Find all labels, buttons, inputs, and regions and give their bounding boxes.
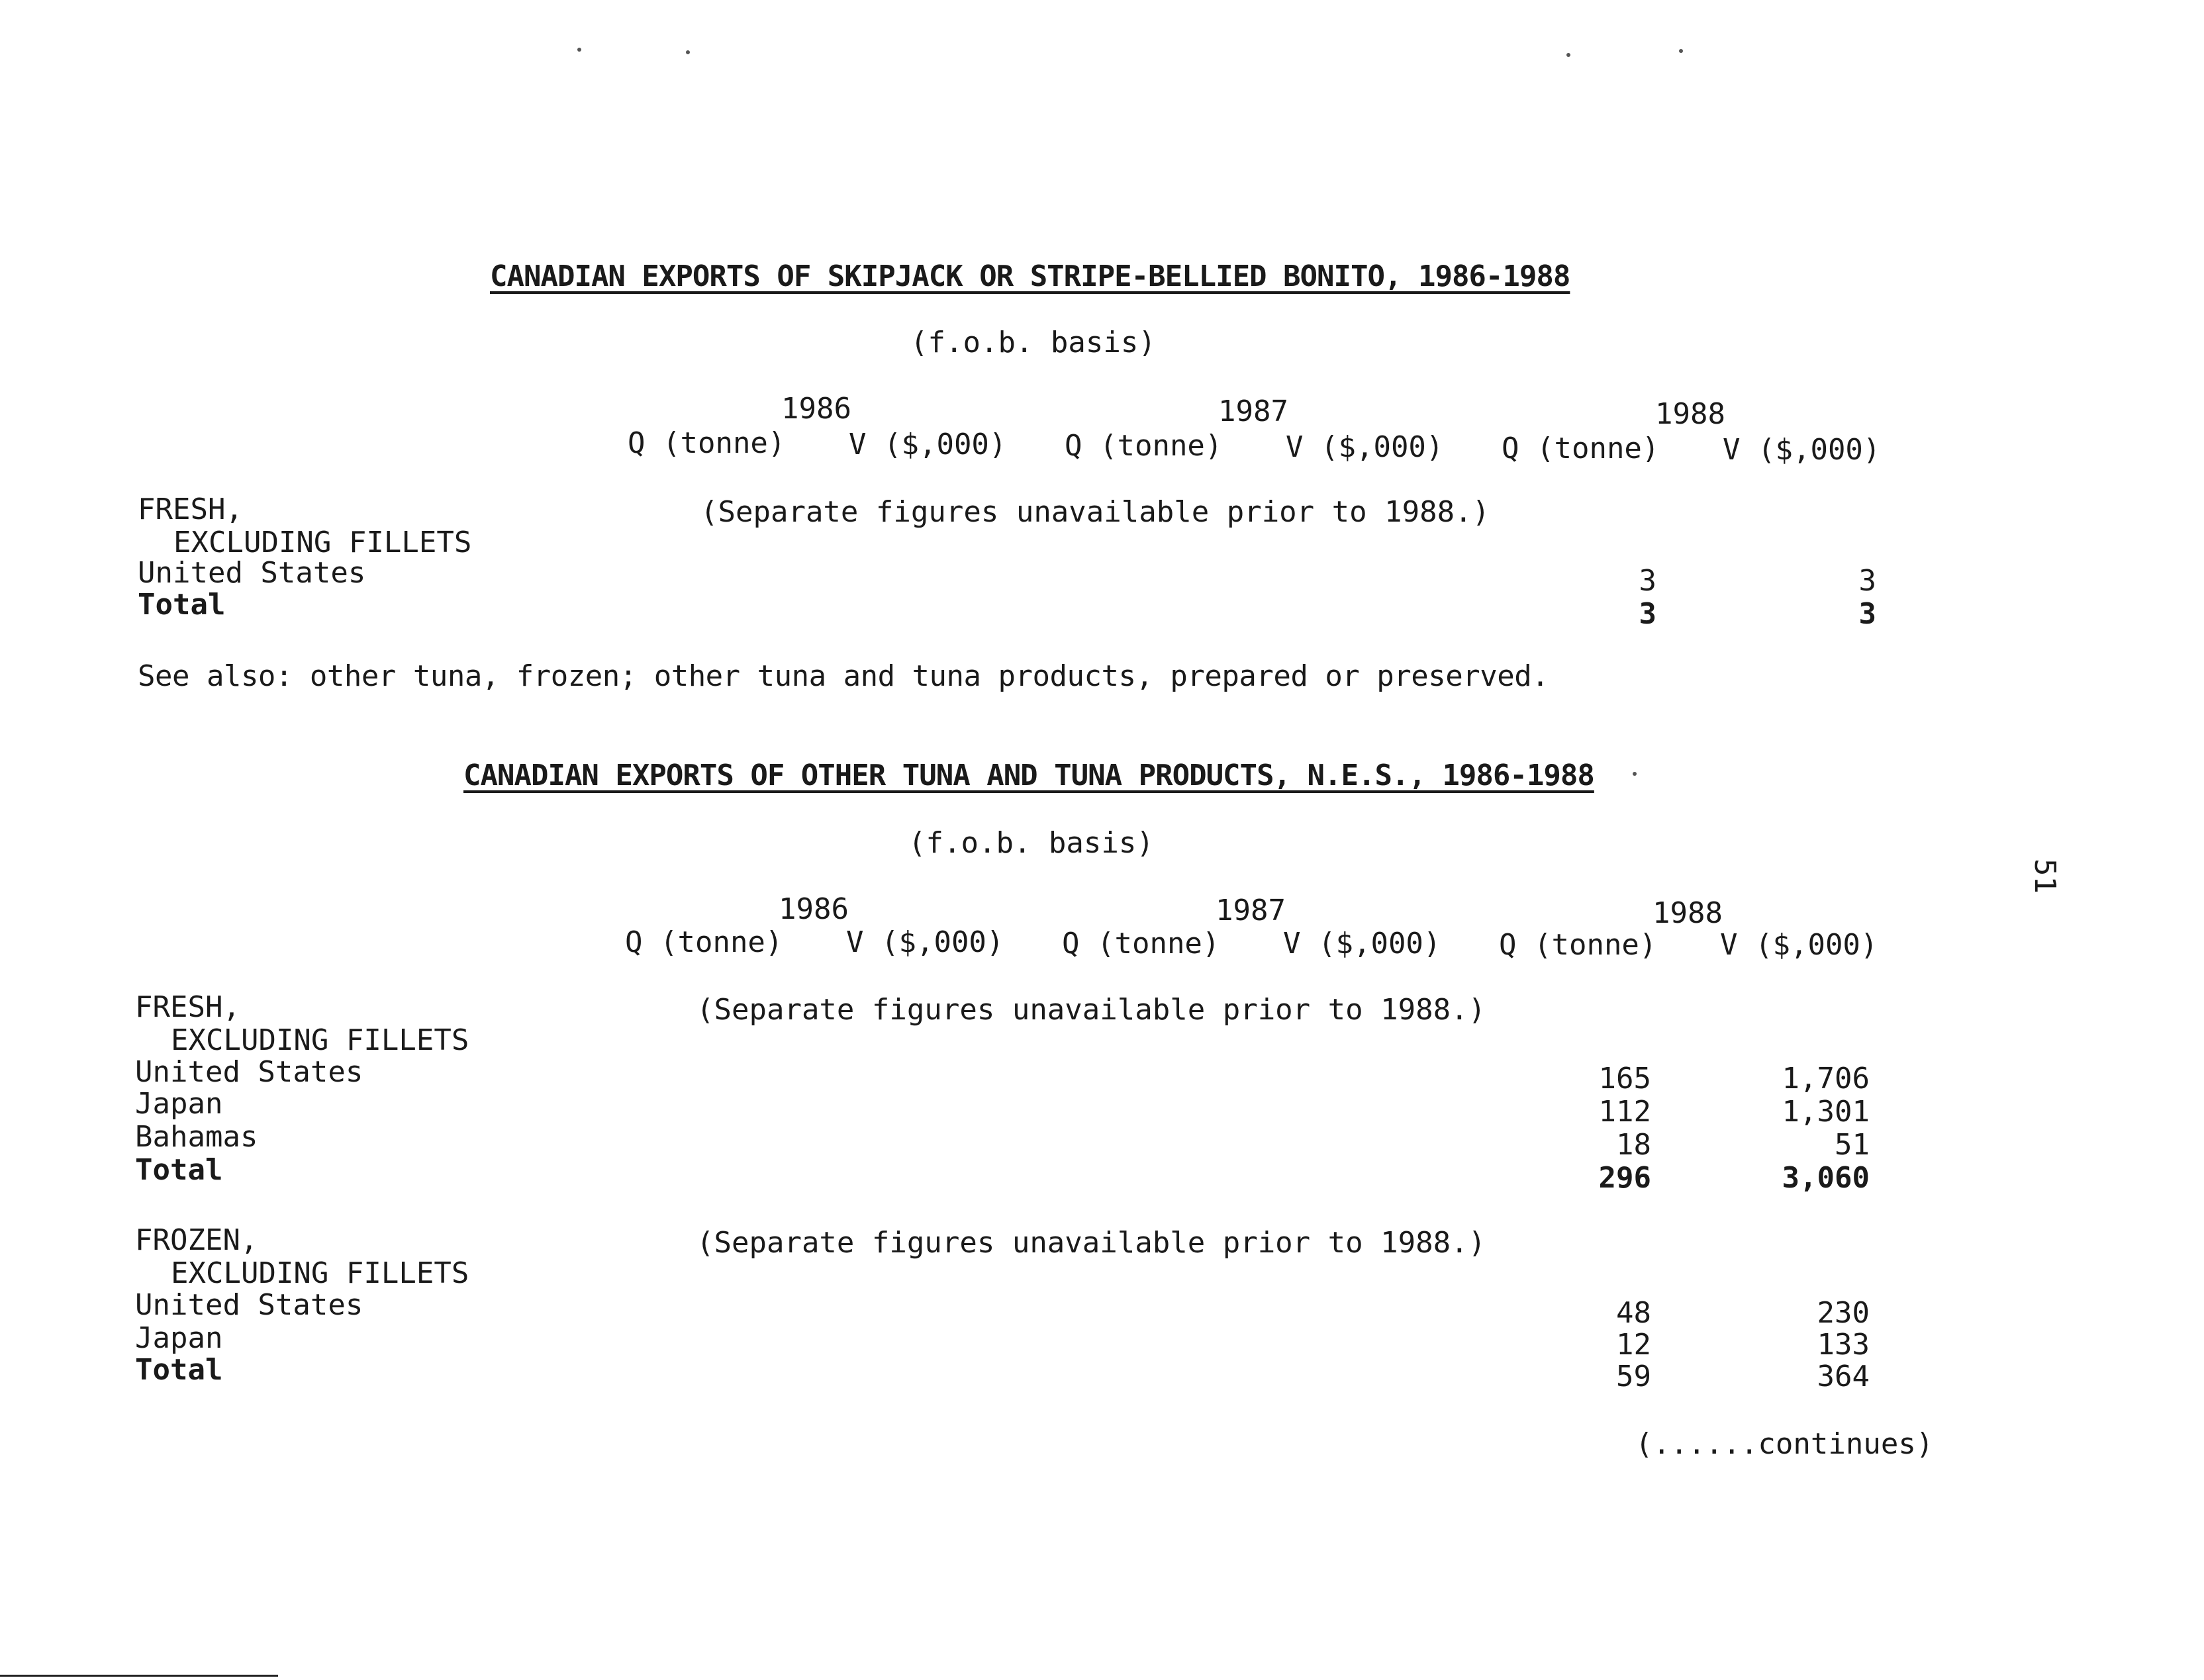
footer-rule: [0, 1675, 278, 1677]
section1-col-q-1986: Q (tonne): [628, 426, 786, 460]
section1-year-1986: 1986: [781, 392, 851, 426]
table-cell-v: 230: [1817, 1296, 1870, 1330]
page-number: 51: [2027, 859, 2062, 894]
table-row-label: Japan: [135, 1087, 223, 1121]
group-fresh-heading: FRESH,: [135, 990, 240, 1024]
table-cell-v: 133: [1817, 1328, 1870, 1362]
group-frozen-heading: FROZEN,: [135, 1223, 258, 1257]
table-row-label: United States: [135, 1288, 363, 1322]
section2-col-q-1987: Q (tonne): [1062, 927, 1220, 960]
table-cell-q: 3: [1639, 597, 1656, 631]
section1-year-1988: 1988: [1655, 397, 1725, 431]
section2-col-q-1986: Q (tonne): [625, 925, 783, 959]
section1-col-q-1987: Q (tonne): [1065, 429, 1223, 463]
section1-col-v-1988: V ($,000): [1723, 433, 1881, 467]
section2-col-q-1988: Q (tonne): [1499, 928, 1657, 962]
table-cell-q: 12: [1616, 1328, 1651, 1362]
table-cell-q: 165: [1598, 1062, 1651, 1096]
table-row-label: Total: [138, 588, 226, 622]
table-row-label: Total: [135, 1353, 223, 1387]
scan-speck: [1679, 49, 1683, 53]
table-cell-q: 296: [1598, 1161, 1651, 1195]
table-cell-q: 18: [1616, 1128, 1651, 1162]
table-cell-q: 59: [1616, 1360, 1651, 1393]
section2-col-v-1986: V ($,000): [846, 925, 1004, 959]
scan-speck: [686, 50, 690, 54]
table-row-label: Total: [135, 1153, 223, 1187]
section2-title: CANADIAN EXPORTS OF OTHER TUNA AND TUNA PRODUCTS, N.E.S., 1986-1988: [463, 759, 1594, 792]
group-frozen-note: (Separate figures unavailable prior to 1988.): [696, 1226, 1486, 1260]
section2-year-1986: 1986: [779, 892, 849, 926]
section2-col-v-1988: V ($,000): [1720, 928, 1878, 962]
table-row-label: United States: [138, 556, 366, 590]
section1-group-subheading: EXCLUDING FILLETS: [173, 526, 472, 559]
section1-group-note: (Separate figures unavailable prior to 1988.): [700, 495, 1490, 529]
section2-basis: (f.o.b. basis): [908, 826, 1154, 860]
group-fresh-note: (Separate figures unavailable prior to 1988.): [696, 993, 1486, 1027]
table-cell-v: 1,301: [1782, 1095, 1870, 1129]
table-cell-v: 3,060: [1782, 1161, 1870, 1195]
table-cell-v: 3: [1858, 564, 1876, 598]
continues-note: (......continues): [1635, 1427, 1934, 1461]
table-cell-q: 48: [1616, 1296, 1651, 1330]
table-row-label: United States: [135, 1055, 363, 1089]
table-row-label: Bahamas: [135, 1120, 258, 1154]
section1-year-1987: 1987: [1218, 395, 1288, 428]
table-cell-q: 112: [1598, 1095, 1651, 1129]
table-row-label: Japan: [135, 1321, 223, 1355]
table-cell-v: 364: [1817, 1360, 1870, 1393]
section1-col-q-1988: Q (tonne): [1502, 432, 1660, 465]
group-frozen-subheading: EXCLUDING FILLETS: [171, 1256, 469, 1290]
section2-year-1988: 1988: [1653, 896, 1723, 930]
section1-col-v-1986: V ($,000): [849, 428, 1007, 461]
scan-speck: [577, 48, 581, 52]
section1-see-also: See also: other tuna, frozen; other tuna and tuna products, prepared or preserved.: [138, 659, 1549, 693]
group-fresh-subheading: EXCLUDING FILLETS: [171, 1023, 469, 1057]
table-cell-v: 1,706: [1782, 1062, 1870, 1096]
section1-group-heading: FRESH,: [138, 492, 243, 526]
table-cell-v: 51: [1835, 1128, 1870, 1162]
scan-speck: [1566, 53, 1570, 57]
table-cell-v: 3: [1858, 597, 1876, 631]
table-cell-q: 3: [1639, 564, 1656, 598]
section1-col-v-1987: V ($,000): [1286, 430, 1444, 464]
scan-speck: [1633, 772, 1637, 776]
section1-basis: (f.o.b. basis): [910, 326, 1156, 359]
section1-title: CANADIAN EXPORTS OF SKIPJACK OR STRIPE-BELLIED BONITO, 1986-1988: [490, 259, 1570, 293]
section2-year-1987: 1987: [1216, 894, 1286, 927]
section2-col-v-1987: V ($,000): [1283, 927, 1441, 960]
